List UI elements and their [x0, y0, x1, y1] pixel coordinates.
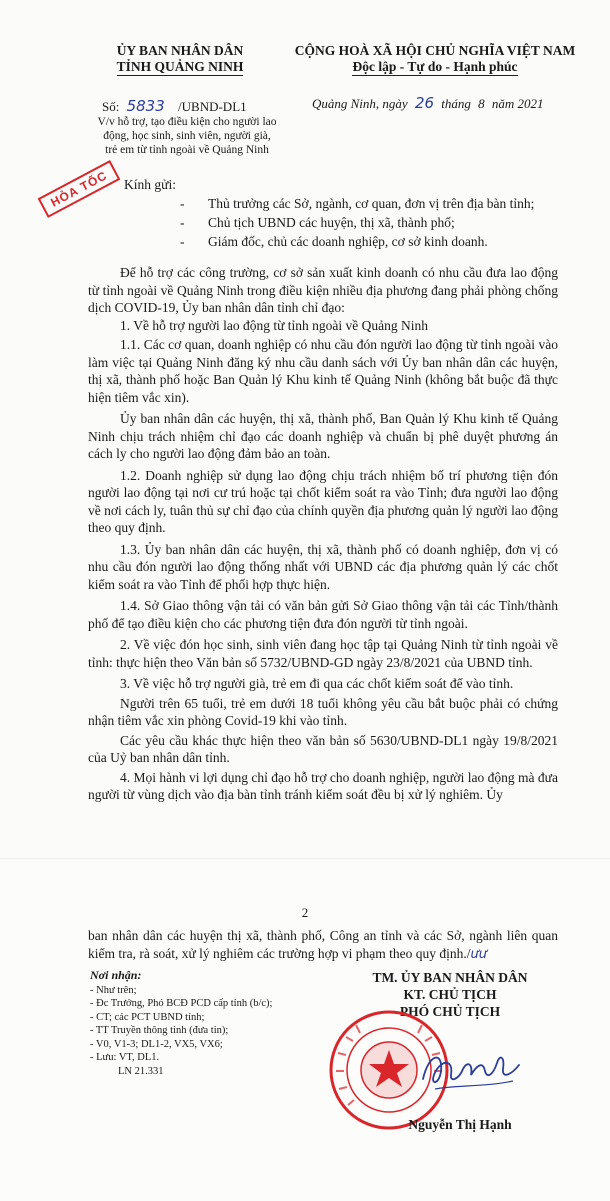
section-2: 2. Về việc đón học sinh, sinh viên đang học tập tại Quảng Ninh từ tỉnh ngoài về tỉnh: thực hiện theo Văn bản số 5732/UBND-GD ngày 23/8/2021 của UBND tỉnh. — [88, 637, 558, 670]
recipients-list-item: - Như trên; — [90, 984, 137, 996]
body-intro: Để hỗ trợ các công trường, cơ sở sản xuất kinh doanh có nhu cầu đưa lao động từ tỉnh ngoài về Quảng Ninh trong điều kiện nhiều địa phương đang phải phòng chống dịch COVID-19, Ủy ban nhân dân tỉnh chỉ đạo: — [88, 265, 558, 315]
document-date — [312, 94, 592, 112]
section-1-4: 1.4. Sở Giao thông vận tải có văn bản gửi Sở Giao thông vận tải các Tỉnh/thành phố để tạo điều kiện cho các phương tiện đưa đón người từ tỉnh ngoài. — [88, 598, 558, 631]
recipients-list-item: - Lưu: VT, DL1. — [90, 1052, 160, 1063]
recipients-list-item: - V0, V1-3; DL1-2, VX5, VX6; — [90, 1038, 223, 1050]
signer-name: Nguyễn Thị Hạnh — [408, 1117, 512, 1132]
continuation-text — [88, 927, 558, 963]
section-1-3: 1.3. Ủy ban nhân dân các huyện, thị xã, thành phố có doanh nghiệp, đơn vị có nhu cầu đón người lao động thống nhất với UBND các địa phương quản lý các chốt kiểm soát ra vào Tỉnh để phối hợp thực hiện. — [88, 541, 558, 592]
page-2 — [0, 858, 610, 1201]
national-header — [280, 43, 590, 76]
country-line1: CỘNG HOÀ XÃ HỘI CHỦ NGHĨA VIỆT NAM — [294, 43, 576, 58]
section-1-title: 1. Về hỗ trợ người lao động từ tỉnh ngoài về Quảng Ninh — [120, 317, 429, 333]
doc-no-label: Số: — [102, 99, 120, 114]
document-subject: V/v hỗ trợ, tạo điều kiện cho người lao động, học sinh, sinh viên, người già, trẻ em từ tỉnh ngoài về Quảng Ninh — [97, 116, 277, 156]
sign-line1: TM. ỦY BAN NHÂN DÂN — [372, 970, 528, 985]
doc-no-handwritten: 5833 — [126, 97, 165, 115]
section-3-a: Người trên 65 tuổi, trẻ em dưới 18 tuổi không yêu cầu bắt buộc phải có chứng nhận tiêm vắc xin phòng Covid-19 khi vào tỉnh. — [88, 695, 558, 728]
document-body — [88, 264, 558, 804]
doc-no-suffix: /UBND-DL1 — [178, 99, 247, 114]
initials-handwritten: ưư — [470, 946, 487, 962]
section-1-2: 1.2. Doanh nghiệp sử dụng lao động chịu trách nhiệm bố trí phương tiện đón người lao động tại nơi cư trú hoặc tại chốt kiểm soát ra vào Tỉnh; đưa người lao động về nơi cách ly, tuân thủ sự chỉ đạo của chính quyền địa phương quản lý người lao động theo quy định. — [88, 467, 558, 535]
reference-code: LN 21.331 — [118, 1065, 164, 1077]
recipient-item: - Chủ tịch UBND các huyện, thị xã, thành phố; — [180, 215, 455, 230]
section-1-1: 1.1. Các cơ quan, doanh nghiệp có nhu cầu đón người lao động từ tỉnh ngoài vào làm việc tại Quảng Ninh đăng ký nhu cầu danh sách với Ủy ban nhân dân các huyện, thị xã, thành phố hoặc Ban Quản lý Khu kinh tế Quảng Ninh (không bắt buộc đã thực hiện tiêm vắc xin). — [88, 337, 558, 405]
sign-line2: KT. CHỦ TỊCH — [403, 987, 497, 1002]
continuation-body: ban nhân dân các huyện thị xã, thành phố, Công an tỉnh và các Sở, ngành liên quan kiểm tra, rà soát, xử lý nghiêm các trường hợp vi phạm theo quy định./ — [88, 928, 558, 961]
recipients-list-title: Nơi nhận: — [90, 968, 142, 982]
recipients-list-item: - CT; các PCT UBND tỉnh; — [90, 1011, 205, 1023]
recipients-list-item: - TT Truyền thông tỉnh (đưa tin); — [90, 1025, 229, 1036]
recipient-item: - Thủ trưởng các Sở, ngành, cơ quan, đơn vị trên địa bàn tỉnh; — [180, 196, 535, 211]
date-place: Quảng Ninh, ngày — [312, 96, 408, 111]
recipient-item: - Giám đốc, chủ các doanh nghiệp, cơ sở kinh doanh. — [180, 234, 488, 249]
signature-icon — [415, 1041, 525, 1101]
date-day: 26 — [414, 94, 435, 112]
country-line2: Độc lập - Tự do - Hạnh phúc — [352, 59, 518, 74]
sign-line3: PHÓ CHỦ TỊCH — [399, 1004, 501, 1019]
section-4: 4. Mọi hành vi lợi dụng chỉ đạo hỗ trợ cho doanh nghiệp, người lao động mà đưa người từ vùng dịch vào địa bàn tỉnh tránh kiểm soát đều bị xử lý nghiêm. Ủy — [88, 769, 558, 802]
section-1-1b: Ủy ban nhân dân các huyện, thị xã, thành phố, Ban Quản lý Khu kinh tế Quảng Ninh chịu trách nhiệm chỉ đạo các doanh nghiệp và chuẩn bị phê duyệt phương án cách ly cho người lao động đảm bảo an toàn. — [88, 411, 558, 461]
agency-line1: ỦY BAN NHÂN DÂN — [116, 43, 244, 58]
page-number: 2 — [301, 905, 309, 920]
recipients-label: Kính gửi: — [124, 177, 176, 192]
section-3: 3. Về việc hỗ trợ người già, trẻ em đi qua các chốt kiểm soát để vào tỉnh. — [120, 676, 514, 691]
date-month: 8 — [478, 96, 485, 111]
date-year: năm 2021 — [491, 96, 544, 111]
recipients-list-item: - Đc Trưởng, Phó BCĐ PCD cấp tỉnh (b/c); — [90, 998, 273, 1009]
agency-line2: TỈNH QUẢNG NINH — [116, 59, 244, 74]
section-3-b: Các yêu cầu khác thực hiện theo văn bản số 5630/UBND-DL1 ngày 19/8/2021 của Uỷ ban nhân dân tỉnh. — [88, 732, 558, 765]
urgent-stamp: HỎA TỐC — [38, 160, 121, 218]
recipients-list-block — [90, 969, 320, 1078]
agency-header — [95, 43, 265, 76]
date-month-label: tháng — [441, 96, 471, 111]
recipients-block — [118, 175, 598, 251]
document-number — [102, 97, 272, 115]
